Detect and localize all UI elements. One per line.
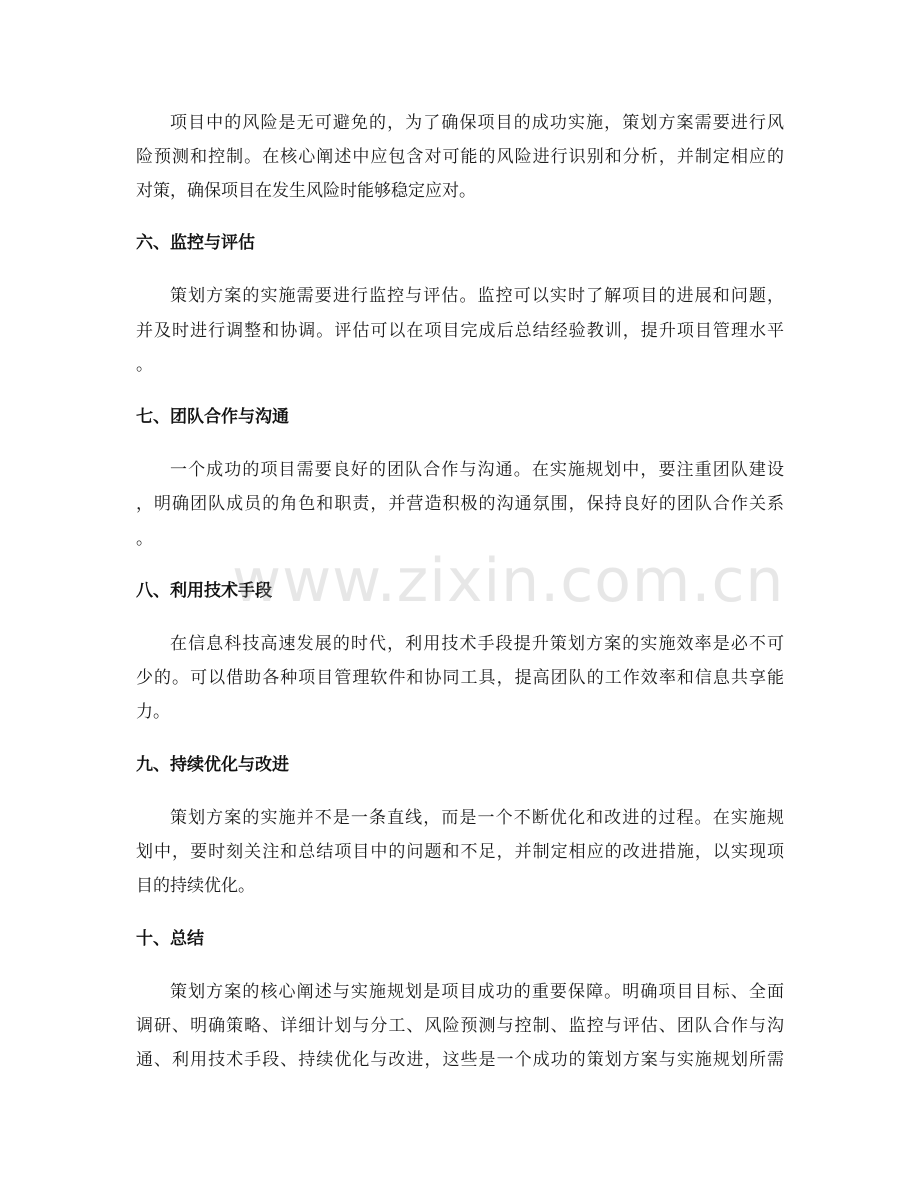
paragraph-line: 策划方案的实施并不是一条直线，而是一个不断优化和改进的过程。在实施规 xyxy=(170,808,784,828)
paragraph-line: 项目中的风险是无可避免的，为了确保项目的成功实施，策划方案需要进行风 xyxy=(170,113,784,133)
section-heading: 七、团队合作与沟通 xyxy=(136,407,289,427)
paragraph-line: 对策，确保项目在发生风险时能够稳定应对。 xyxy=(136,181,476,201)
watermark: www.zixin.com.cn xyxy=(232,546,785,616)
paragraph-line: 并及时进行调整和协调。评估可以在项目完成后总结经验教训，提升项目管理水平 xyxy=(136,321,784,341)
section-heading: 十、总结 xyxy=(136,929,204,949)
paragraph-line: 在信息科技高速发展的时代，利用技术手段提升策划方案的实施效率是必不可 xyxy=(170,634,784,654)
paragraph-line: 策划方案的实施需要进行监控与评估。监控可以实时了解项目的进展和问题， xyxy=(170,286,784,306)
paragraph-line: 。 xyxy=(136,355,153,375)
section-heading: 九、持续优化与改进 xyxy=(136,755,289,775)
section-heading: 八、利用技术手段 xyxy=(136,581,272,601)
paragraph-line: 调研、明确策略、详细计划与分工、风险预测与控制、监控与评估、团队合作与沟 xyxy=(136,1016,784,1036)
paragraph-line: 一个成功的项目需要良好的团队合作与沟通。在实施规划中，要注重团队建设 xyxy=(170,460,784,480)
paragraph-line: 险预测和控制。在核心阐述中应包含对可能的风险进行识别和分析，并制定相应的 xyxy=(136,147,784,167)
section-heading: 六、监控与评估 xyxy=(136,233,255,253)
paragraph-line: 通、利用技术手段、持续优化与改进，这些是一个成功的策划方案与实施规划所需 xyxy=(136,1050,784,1070)
paragraph-line: 。 xyxy=(136,529,153,549)
paragraph-line: 策划方案的核心阐述与实施规划是项目成功的重要保障。明确项目目标、全面 xyxy=(170,982,784,1002)
paragraph-line: ，明确团队成员的角色和职责，并营造积极的沟通氛围，保持良好的团队合作关系 xyxy=(136,494,784,514)
paragraph-line: 划中，要时刻关注和总结项目中的问题和不足，并制定相应的改进措施，以实现项 xyxy=(136,842,784,862)
paragraph-line: 力。 xyxy=(136,702,170,722)
paragraph-line: 目的持续优化。 xyxy=(136,876,255,896)
paragraph-line: 少的。可以借助各种项目管理软件和协同工具，提高团队的工作效率和信息共享能 xyxy=(136,668,784,688)
